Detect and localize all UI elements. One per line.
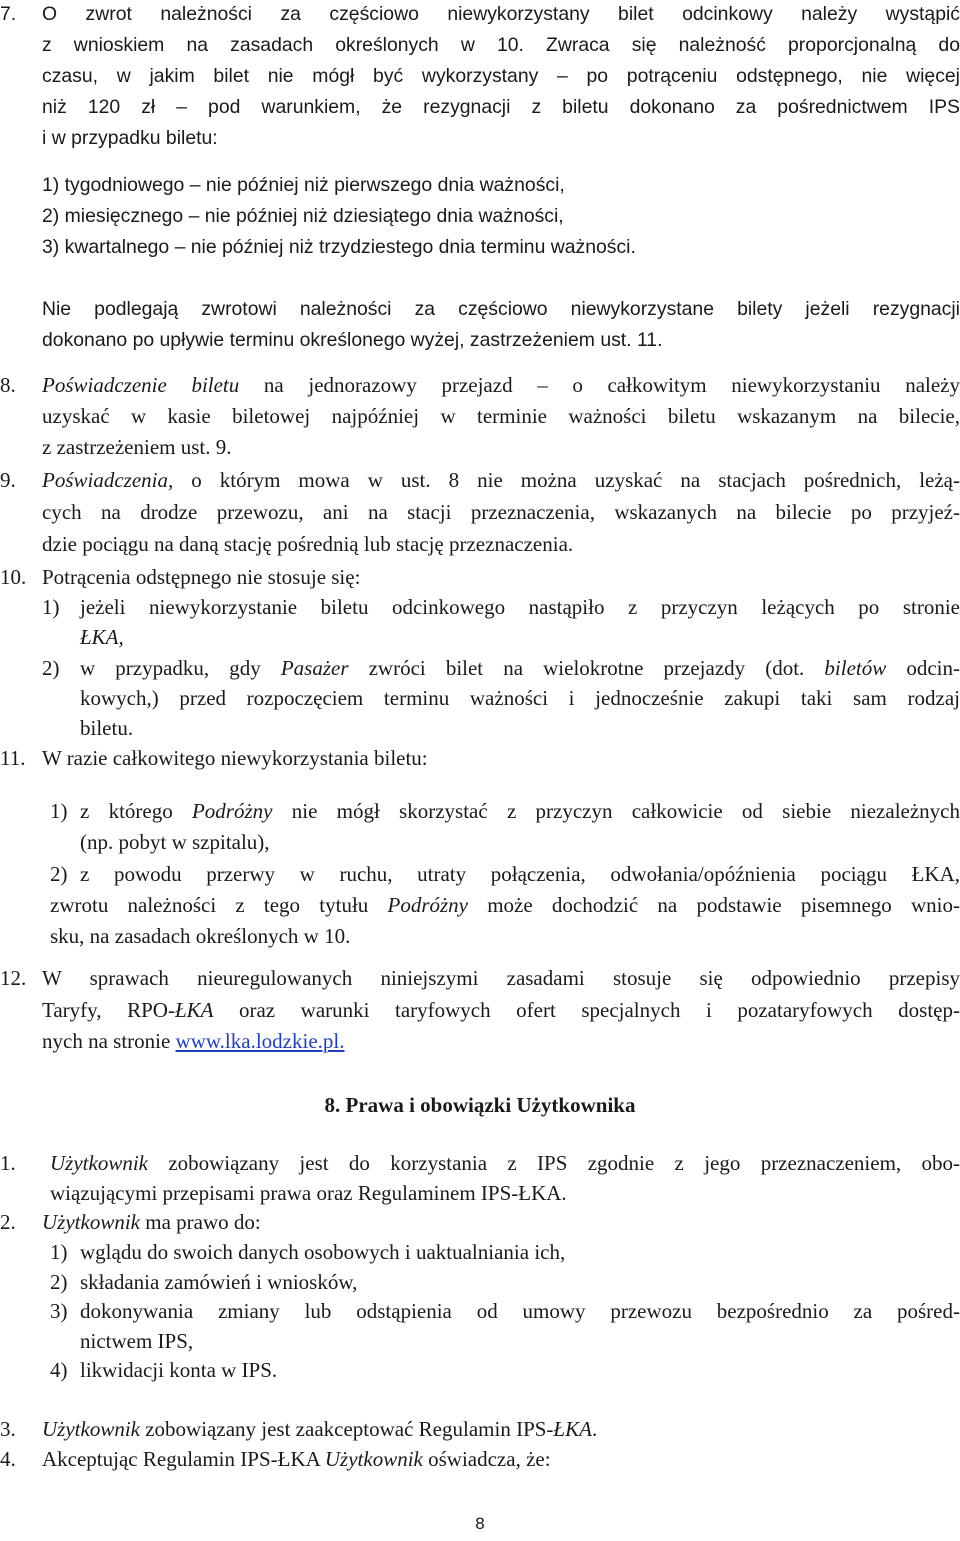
section-heading: 8. Prawa i obowiązki Użytkownika	[324, 1093, 636, 1117]
p9-number: 9.	[0, 468, 16, 492]
s2-number: 2.	[0, 1210, 16, 1234]
p8-number: 8.	[0, 373, 16, 397]
p7-number: 7.	[0, 3, 17, 25]
s1-number: 1.	[0, 1151, 16, 1175]
p12-number: 12.	[0, 966, 27, 990]
p11-number: 11.	[0, 746, 26, 770]
s3-number: 3.	[0, 1417, 16, 1441]
p10-number: 10.	[0, 565, 27, 589]
document-page: 7. O zwrot należności za częściowo niewykorzystany bilet odcinkowy należy wystąpić z wnioskiem na zasadach określonych w 10. Zwraca się należność proporcjonalną do czasu, w jakim bilet nie mógł być wykorzystany – po potrąceniu odstępnego, nie więcej niż 120 zł – pod warunkiem, że rezygnacji z biletu dokonano za pośrednictwem IPS i w przypadku biletu: 1) tygodniowego – nie później niż pierwszego dnia ważności, 2) miesięcznego – nie później niż dziesiątego dnia ważności, 3) kwartalnego – nie później niż trzydziestego dnia terminu ważności. Nie podlegają zwrotowi należności za częściowo niewykorzystane bilety jeżeli rezygnacji dokonano po upływie terminu określonego wyżej, zastrzeżeniem ust. 11. 8. Poświadczenie biletu na jednorazowy przejazd – o całkowitym niewykorzystaniu należy uzyskać w kasie biletowej najpóźniej w terminie ważności biletu wskazanym na bilecie, z zastrzeżeniem ust. 9. 9. Poświadczenia, o którym mowa w ust. 8 nie można uzyskać na stacjach pośrednich, leżą- cych na drodze przewozu, ani na stacji przeznaczenia, wskazanych na bilecie po przyjeź- dzie pociągu na daną stację pośrednią lub stację przeznaczenia. 10. Potrącenia odstępnego nie stosuje się: 1) jeżeli niewykorzystanie biletu odcinkowego nastąpiło z przyczyn leżących po stronie ŁKA, 2) w przypadku, gdy Pasażer zwróci bilet na wielokrotne przejazdy (dot. biletów odcin- kowych,) przed rozpoczęciem terminu ważności i jednocześnie zakupi taki sam rodzaj biletu. 11. W razie całkowitego niewykorzystania biletu: 1) z którego Podróżny nie mógł skorzystać z przyczyn całkowicie od siebie niezależnych (np. pobyt w szpitalu), 2) z powodu przerwy w ruchu, utraty połączenia, odwołania/opóźnienia pociągu ŁKA, zwrotu należności z tego tytułu Podróżny może dochodzić na podstawie pisemnego wnio- sku, na zasadach określonych w 10. 12. W sprawach nieuregulowanych niniejszymi zasadami stosuje się odpowiednio przepisy Taryfy, RPO-ŁKA oraz warunki taryfowych ofert specjalnych i pozataryfowych dostęp- nych na stronie www.lka.lodzkie.pl. 8. Prawa i obowiązki Użytkownika 1. Użytkownik zobowiązany jest do korzystania z IPS zgodnie z jego przeznaczeniem, obo- wiązującymi przepisami prawa oraz Regulaminem IPS-ŁKA. 2. Użytkownik ma prawo do: 1) wglądu do swoich danych osobowych i uaktualniania ich, 2) składania zamówień i wniosków, 3) dokonywania zmiany lub odstąpienia od umowy przewozu bezpośrednio za pośred- nictwem IPS, 4) likwidacji konta w IPS. 3. Użytkownik zobowiązany jest zaakceptować Regulamin IPS-ŁKA. 4. Akceptując Regulamin IPS-ŁKA Użytkownik oświadcza, że: 8	[0, 3, 960, 1533]
lka-website-link[interactable]: www.lka.lodzkie.pl.	[175, 1029, 345, 1053]
s4-number: 4.	[0, 1447, 16, 1471]
page-number: 8	[475, 1514, 485, 1533]
